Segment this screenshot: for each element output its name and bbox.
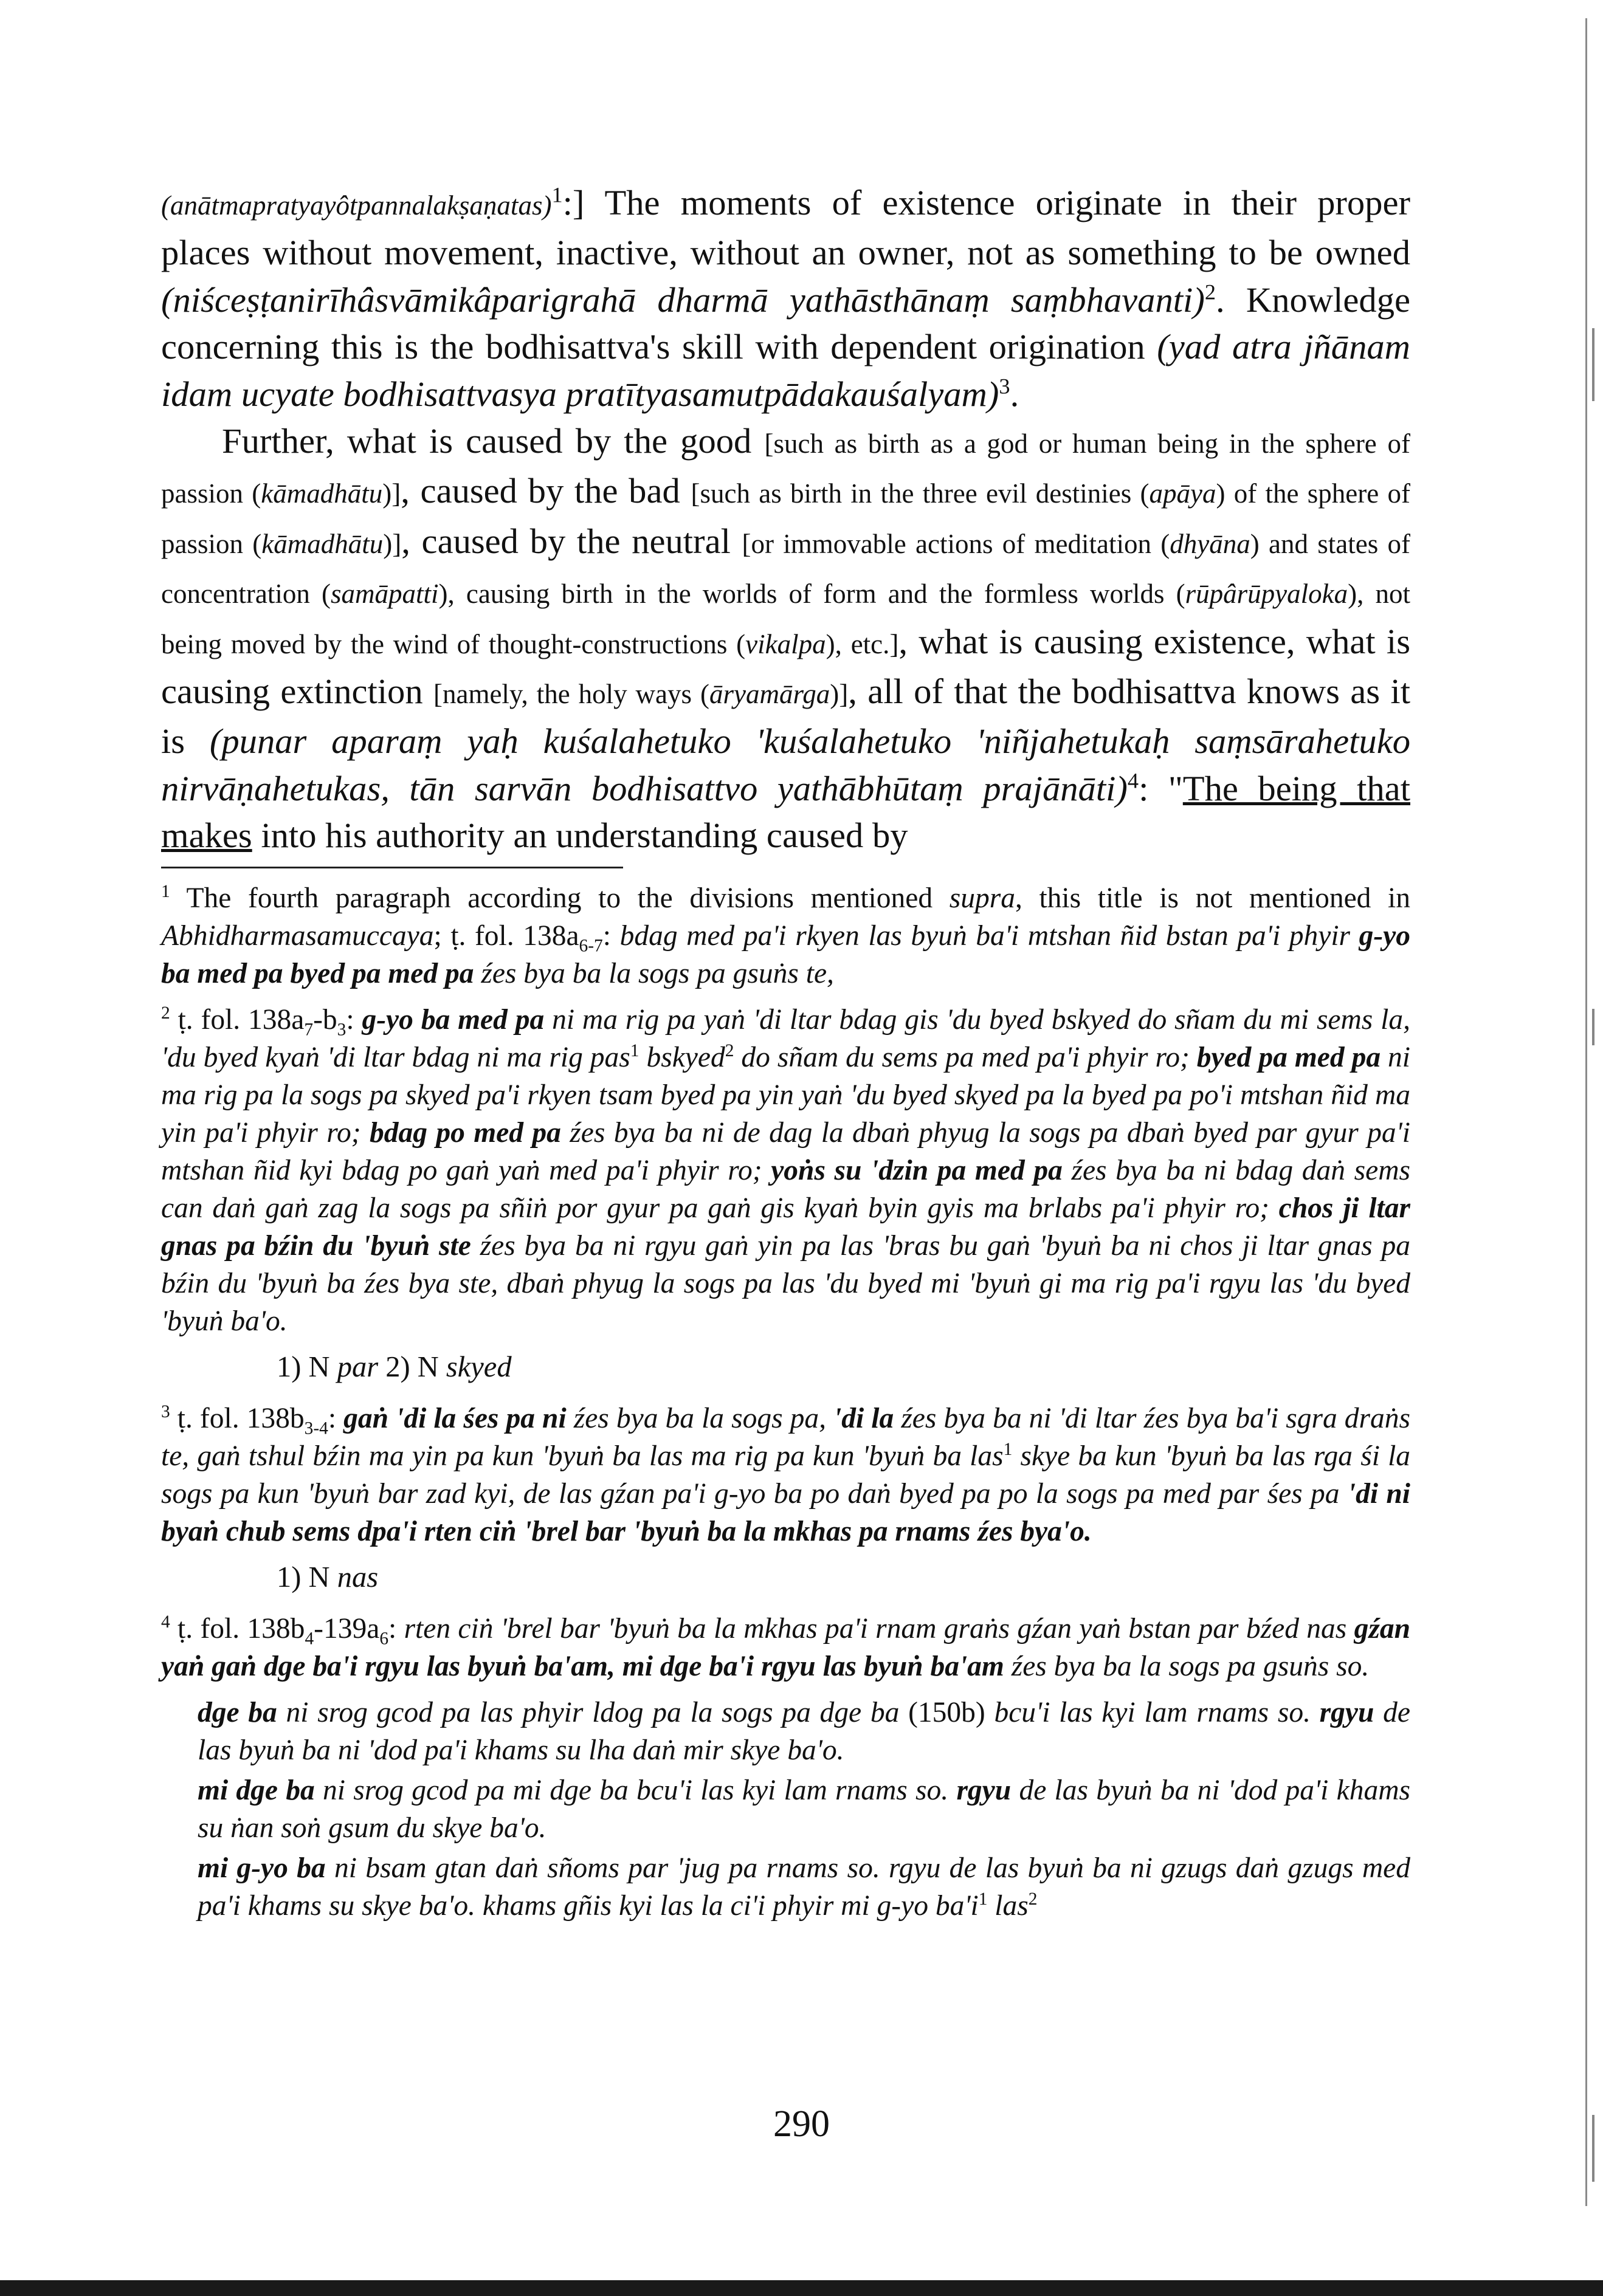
scan-mark <box>1592 1009 1594 1045</box>
footnote-3: $^3$ ṭ. fol. $138b_{3-4}$: gaṅ 'di la śes pa ni źes bya ba la sogs pa, 'di la źes bya ba ni 'di ltar źes bya ba'i sgra draṅs te, gaṅ tshul bźin ma yin pa kun 'byuṅ ba las ma rig pa kun 'byuṅ ba las$^1$ skye ba kun 'byuṅ ba las rga śi la sogs pa kun 'byuṅ bar zad kyi, de las gźan pa'i g-yo ba po daṅ byed pa po la sogs pa med par śes pa 'di ni byaṅ chub sems dpa'i rten ciṅ 'brel bar 'byuṅ ba la mkhas pa rnams źes bya'o. <box>161 1401 1411 1547</box>
footnote-3-variants: 1) N nas <box>277 1561 379 1593</box>
paragraph-2: Further, what is caused by the good [such as birth as a god or human being in the sphere of passion (kāmadhātu)], caused by the bad [such as birth in the three evil destinies (apāya) of the sphere of passion (kāmadhātu)], caused by the neutral [or immovable actions of meditation (dhyāna) and states of concentration (samāpatti), causing birth in the worlds of form and the formless worlds (rūpârūpyaloka), not being moved by the wind of thought-constructions (vikalpa), etc.], what is causing existence, what is causing extinction [namely, the holy ways (āryamārga)], all of that the bodhisattva knows as it is (punar aparaṃ yaḥ kuśalahetuko 'kuśalahetuko 'niñjahetukaḥ saṃsārahetuko nirvāṇahetukas, tān sarvān bodhisattvo yathābhūtaṃ prajānāti)$^4$: "The being that makes into his authority an understanding caused by <box>161 421 1411 856</box>
scan-edge-line <box>1585 18 1587 2206</box>
footnote-2-variants: 1) N par 2) N skyed <box>277 1350 512 1383</box>
footnote-4: $^4$ ṭ. fol. $138b_4-139a_6$: rten ciṅ 'brel bar 'byuṅ ba la mkhas pa'i rnam graṅs gźan yaṅ bstan par bźed nas gźan yaṅ gaṅ dge ba'i rgyu las byuṅ ba'am, mi dge ba'i rgyu las byuṅ ba'am źes bya ba la sogs pa gsuṅs so. <box>161 1612 1410 1682</box>
paragraph-1: (anātmapratyayôtpannalakṣaṇatas)$^1$:] The moments of existence originate in their proper places without movement, inactive, without an owner, not as something to be owned (niśceṣṭanirīhâsvāmikâparigrahā dharmā yathāsthānaṃ saṃbhavanti)$^2$. Knowledge concerning this is the bodhisattva's skill with dependent origination (yad atra jñānam idam ucyate bodhisattvasya pratītyasamutpādakauśalyam)$^3$. <box>161 182 1410 414</box>
page-content <box>161 179 1410 1933</box>
scan-mark <box>1592 328 1594 401</box>
scan-bottom-edge <box>0 2280 1603 2296</box>
page-number: 290 <box>773 2103 830 2145</box>
footnote-4-mi-g-yo-ba: mi g-yo ba ni bsam gtan daṅ sñoms par 'jug pa rnams so. rgyu de las byuṅ ba ni gzugs daṅ gzugs med pa'i khams su skye ba'o. khams gñis kyi las la ci'i phyir mi g-yo $ba'i^1$ las$^2$ <box>198 1852 1410 1922</box>
footnote-4-mi-dge-ba: mi dge ba ni srog gcod pa mi dge ba bcu'i las kyi lam rnams so. rgyu de las byuṅ ba ni 'dod pa'i khams su ṅan soṅ gsum du skye ba'o. <box>198 1774 1410 1844</box>
footnote-2: $^2$ ṭ. fol. $138a_7-b_3$: g-yo ba med pa ni ma rig pa yaṅ 'di ltar bdag gis 'du byed bskyed do sñam du mi sems la, 'du byed kyaṅ 'di ltar bdag ni ma rig pas$^1$ bskyed$^2$ do sñam du sems pa med pa'i phyir ro; byed pa med pa ni ma rig pa la sogs pa skyed pa'i rkyen tsam byed pa yin yaṅ 'du byed skyed pa la byed pa po'i mtshan ñid ma yin pa'i phyir ro; bdag po med pa źes bya ba ni de dag la dbaṅ phyug la sogs pa dbaṅ byed par gyur pa'i mtshan ñid kyi bdag po gaṅ yaṅ med pa'i phyir ro; yoṅs su 'dzin pa med pa źes bya ba ni bdag daṅ sems can daṅ gaṅ zag la sogs pa sñiṅ por gyur pa gaṅ gis kyaṅ byin gyis ma brlabs pa'i phyir ro; chos ji ltar gnas pa bźin du 'byuṅ ste źes bya ba ni rgyu gaṅ yin pa las 'bras bu gaṅ 'byuṅ ba ni chos ji ltar gnas pa bźin du 'byuṅ ba źes bya ste, dbaṅ phyug la sogs pa las 'du byed mi 'byuṅ gi ma rig pa'i rgyu las 'du byed 'byuṅ ba'o. <box>161 1003 1411 1337</box>
footnote-1: $^1$ The fourth paragraph according to the divisions mentioned supra, this title is not mentioned in Abhidharmasamuccaya; ṭ. fol. $138a_{6-7}$: bdag med pa'i rkyen las byuṅ ba'i mtshan ñid bstan pa'i phyir g-yo ba med pa byed pa med pa źes bya ba la sogs pa gsuṅs te, <box>161 881 1411 989</box>
footnote-4-dge-ba: dge ba ni srog gcod pa las phyir ldog pa la sogs pa dge ba (150b) bcu'i las kyi lam rnams so. rgyu de las byuṅ ba ni 'dod pa'i khams su lha daṅ mir skye ba'o. <box>198 1696 1410 1766</box>
footnote-separator <box>161 867 623 868</box>
